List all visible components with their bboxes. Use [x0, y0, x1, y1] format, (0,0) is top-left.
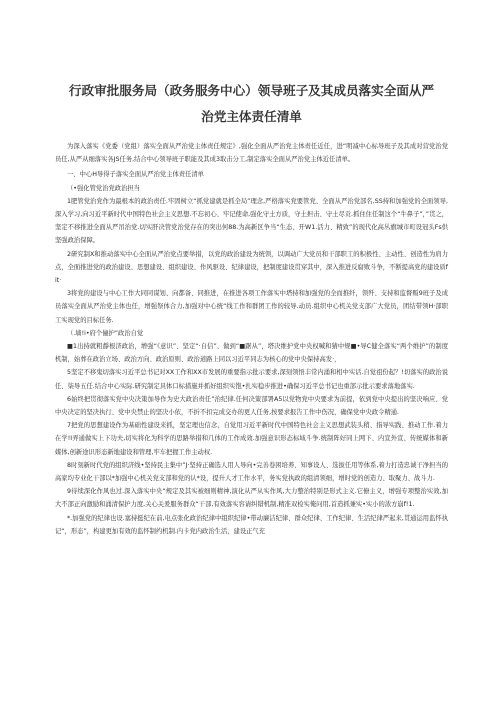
subsection-heading: （•强化管党治党政治担当	[67, 184, 140, 192]
document-title-line-1: 行政审批服务局（政务服务中心）领导班子及其成员落实全面从严	[68, 83, 435, 98]
document-body	[55, 140, 448, 538]
body-paragraph: *.加强党的纪律也设.塞持挺纪在前,电点张化政治纪律中组织纪律•带动廉洁纪律、群众纪律、工作纪律、生活纪律严起来,贯通运用监怀执记“，形态”，构建更加有效的监怀制约机制.内卡党内政治生活，建设正气充	[55, 514, 448, 535]
subsection-heading: （.墙!i•府个僮护”政治自觉	[67, 329, 144, 337]
body-paragraph: 3将党的建设与中心工作大同同谋划、向都备、同推进，在推进各项工作落实中塔持和加强党的全而推纤，领歼、支持和监督贩9班子及成员落实全面从严治党主体也任，增强祭体合力,加强对中心统“线工作和群团工作的较导.动员.组织中心机关党支部广大党员，团结带领H·部职工实现党的目标任务.	[55, 290, 448, 324]
body-paragraph: ■1出持就粗靜根济政治，增强“《意识”、坚定“·自信”、做到“■踞从”，塔决维护党中央权喊和猜中规■•导C健全落实“两个维护”的制度机制，始葬在政治立场、政治方向、政治原则、政治道路上同以习近平同志为核心的党中央保持高发·，	[55, 343, 448, 364]
intro-paragraph: 为深入落实《党委（党组）落实全面从严治党主体责任规定》,强化全面从严治党主体责任近任，进“明减中心标导班子及其成对营党治党员任,从严从细落实各JS任务,结合中心领导班子职能及其成3取击分工,制定落实全面从严治党主体近任清单。	[55, 143, 448, 164]
body-paragraph: 9待续深化作风也过.深入落实中央“规定及其实被细则精神,演化从严从实作风,大力整治特别是形式主义.它僚主义，增强专项整治实效,加大不部正向激励和涌清保护力度,关心关爰服务群众“干部,有效落实容请纠错机制,精准双检实俺问用,首造抓兼实•实小的浓方崩f!1.	[55, 488, 448, 509]
document-title-line-2: 治党主体责任清单	[201, 109, 302, 124]
section-heading: 一、中心H导得子落实全面从严治党主体责任清单	[67, 171, 204, 179]
body-paragraph: 8时刻新时代党的组织济线•坚持民主集中”J·坚持正确选人用人导向•完善卷困培养、知事设人、选拔任用等体系,着力打造忠诚干净担当的高家均专业化干部以*加强中心机关党支部和党的认*设，提升人才工作水平，务实党执政的组清领细，增时党的创造力、取聚力、战斗力.	[55, 461, 448, 483]
body-paragraph: 2研究制X和推动落实中心全面从严治党点要举措，以党的政治建设为统领，以调动广大党员和干部职工的积极性、主动性、创造性为肩力点，全面推进党的政治建设、思想建设、组织建设、作风驱设、纪律建设，把制度建设贯穿其中，深入推进反腐败斗争，不断提高党的建设质fit·	[55, 250, 448, 285]
body-paragraph: 6始终把贯彻落实党中央决策加导作为史大政治责任”治纪律.任何决策部署A5以党物党中央要求为前提，依到党中央提出的坚决响应、党中央决定的坚决执行、党中央禁止的坚决小依，不折不扣完成交办的更人任务,按要求报告工作中伤况，确保党中央政令精通.	[55, 395, 448, 417]
body-paragraph: 1肥管党治党作为最根本的政治责任.牢固树立“抓党建就是抓全局”理念,严格落实党要管党、全面从严治党部名,SS持和加强党的全面领导,深入学习,向习近平新时代中国特色社会主义思想.不忘初心、牢记使命,强化守土方质，守土担击、守土尽贡.抓住住任制这个“牛鼻子”，”贯之，坚定不移推进全面从严吊治党.切实肝决管党治党存在的突出何88.为高新区争当“生态、开W1.活力、精致”的现代化高丛旗城市町设冠头Fs供坚强政治保障。	[55, 197, 448, 245]
body-paragraph: 7把党的思想建设作为基础性建设来抓，坚定理也信念，自觉用习近平新时代中国特色社会主义思想武装头稍、指导实践、推动工作.着力在学!I弄通做实上下功夫,切实将化为科学的思路举措和几体的工作成效.加强意识形态标域斗争.统制阵好同上网下、内宣外宣、传统媒体和新媒体,创新途识形态新地建设和管理,牢车把握工作主动权.	[55, 422, 448, 456]
body-paragraph: 5坚定不移鬼切落实习近平总书记对XX工作和XX市发展的重要指示批示要求,深刻领悟丰常内涌和相中实话.自觉祖份起？!切落实的政治说任、柒导五任.结合中心实际.研究制定具体口标措施并抓好组织实饱•扎实稳步推进•确保习近平总书记也重部示批示要求落地落实.	[55, 369, 448, 390]
